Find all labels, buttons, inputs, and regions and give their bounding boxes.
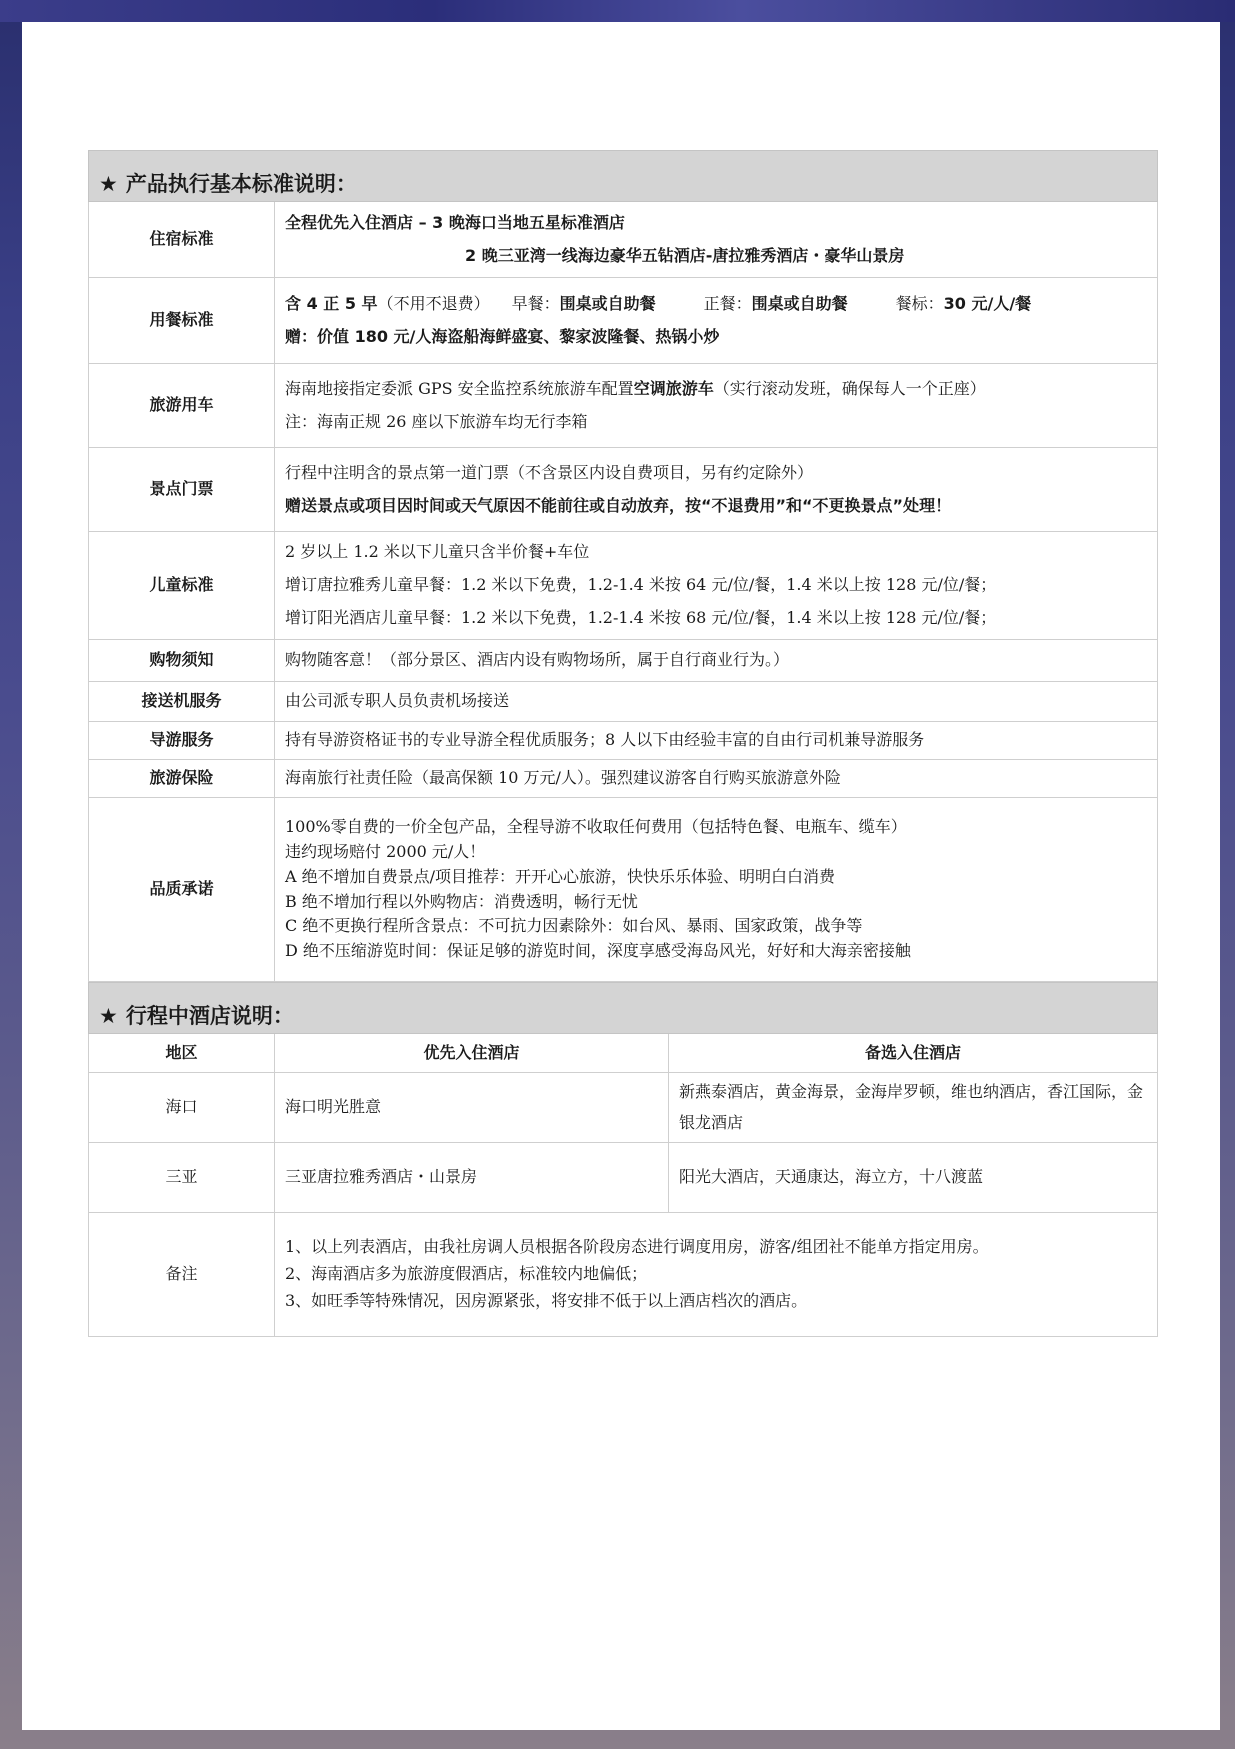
row-content	[275, 798, 1158, 982]
row-label: 接送机服务	[89, 682, 275, 722]
hotels-header-row	[89, 1034, 1158, 1073]
quality-line-1: 100%零自费的一价全包产品，全程导游不收取任何费用（包括特色餐、电瓶车、缆车）	[285, 817, 907, 837]
dinner-label: 正餐：	[703, 293, 752, 313]
row-content	[275, 202, 1158, 278]
standards-table	[88, 150, 1158, 982]
lodging-line-2: 2 晚三亚湾一线海边豪华五钻酒店-唐拉雅秀酒店・豪华山景房	[465, 245, 905, 265]
children-line-2: 增订唐拉雅秀儿童早餐：1.2 米以下免费，1.2-1.4 米按 64 元/位/餐，1.4 米以上按 128 元/位/餐；	[285, 575, 997, 595]
hotel-row-sanya	[89, 1143, 1158, 1213]
section-header-standards	[89, 151, 1158, 202]
row-tickets	[89, 448, 1158, 532]
breakfast-value: 围桌或自助餐	[559, 293, 656, 313]
notes-label: 备注	[89, 1213, 275, 1337]
row-label: 导游服务	[89, 722, 275, 760]
row-content	[275, 364, 1158, 448]
meals-count: 含 4 正 5 早	[285, 293, 378, 313]
page-border-top	[0, 0, 1235, 22]
row-label: 购物须知	[89, 640, 275, 682]
document-page	[22, 22, 1220, 1730]
hotel-region: 海口	[89, 1073, 275, 1143]
hotel-alternative: 新燕泰酒店，黄金海景，金海岸罗顿，维也纳酒店，香江国际，金银龙酒店	[669, 1073, 1158, 1143]
tickets-line-2: 赠送景点或项目因时间或天气原因不能前往或自动放弃，按“不退费用”和“不更换景点”处理！	[285, 495, 952, 515]
transport-note: （实行滚动发班，确保每人一个正座）	[713, 378, 986, 398]
row-quality	[89, 798, 1158, 982]
quality-line-4: B 绝不增加行程以外购物店：消费透明，畅行无忧	[285, 891, 638, 911]
dinner-value: 围桌或自助餐	[751, 293, 848, 313]
meal-standard-label: 餐标：	[895, 293, 944, 313]
row-label: 旅游保险	[89, 760, 275, 798]
document-content	[88, 150, 1158, 1337]
row-transport	[89, 364, 1158, 448]
row-content: 购物随客意！（部分景区、酒店内设有购物场所，属于自行商业行为。）	[275, 640, 1158, 682]
meals-no-refund: （不用不退费）	[377, 293, 490, 313]
row-content	[275, 278, 1158, 364]
transport-line-1	[285, 373, 1147, 406]
row-guide	[89, 722, 1158, 760]
row-label: 品质承诺	[89, 798, 275, 982]
row-label: 住宿标准	[89, 202, 275, 278]
note-line-2: 2、海南酒店多为旅游度假酒店，标准较内地偏低；	[285, 1264, 648, 1284]
meals-line-2: 赠：价值 180 元/人海盗船海鲜盛宴、黎家波隆餐、热锅小炒	[285, 326, 720, 346]
children-line-3: 增订阳光酒店儿童早餐：1.2 米以下免费，1.2-1.4 米按 68 元/位/餐，1.4 米以上按 128 元/位/餐；	[285, 607, 997, 627]
row-shopping	[89, 640, 1158, 682]
section-title: 行程中酒店说明：	[125, 1004, 294, 1029]
row-insurance	[89, 760, 1158, 798]
row-label: 旅游用车	[89, 364, 275, 448]
row-lodging	[89, 202, 1158, 278]
row-content: 海南旅行社责任险（最高保额 10 万元/人）。强烈建议游客自行购买旅游意外险	[275, 760, 1158, 798]
row-content	[275, 532, 1158, 640]
transport-bus: 空调旅游车	[633, 378, 714, 398]
row-label: 儿童标准	[89, 532, 275, 640]
quality-line-6: D 绝不压缩游览时间：保证足够的游览时间，深度享感受海岛风光，好好和大海亲密接触	[285, 941, 911, 961]
section-header-hotels	[89, 983, 1158, 1034]
row-content	[275, 448, 1158, 532]
quality-line-3: A 绝不增加自费景点/项目推荐：开开心心旅游，快快乐乐体验、明明白白消费	[285, 866, 836, 886]
hotel-region: 三亚	[89, 1143, 275, 1213]
lodging-line-1: 全程优先入住酒店 – 3 晚海口当地五星标准酒店	[285, 212, 625, 232]
hotel-row-haikou	[89, 1073, 1158, 1143]
star-icon: ★	[99, 1004, 118, 1029]
note-line-3: 3、如旺季等特殊情况，因房源紧张，将安排不低于以上酒店档次的酒店。	[285, 1290, 808, 1310]
star-icon: ★	[99, 172, 118, 197]
meals-line-1	[285, 288, 1147, 321]
row-children	[89, 532, 1158, 640]
hotel-notes-row	[89, 1213, 1158, 1337]
hotel-preferred: 三亚唐拉雅秀酒店・山景房	[275, 1143, 669, 1213]
breakfast-label: 早餐：	[511, 293, 560, 313]
section-title: 产品执行基本标准说明：	[125, 172, 357, 197]
row-transfer	[89, 682, 1158, 722]
meal-standard-value: 30 元/人/餐	[943, 293, 1032, 313]
quality-line-2: 违约现场赔付 2000 元/人！	[285, 841, 486, 861]
hotel-alternative: 阳光大酒店，天通康达，海立方，十八渡蓝	[669, 1143, 1158, 1213]
hotels-table	[88, 982, 1158, 1337]
hotel-preferred: 海口明光胜意	[275, 1073, 669, 1143]
note-line-1: 1、以上列表酒店，由我社房调人员根据各阶段房态进行调度用房，游客/组团社不能单方指定用房。	[285, 1237, 989, 1257]
col-header-preferred: 优先入住酒店	[275, 1034, 669, 1073]
row-label: 景点门票	[89, 448, 275, 532]
transport-text: 海南地接指定委派 GPS 安全监控系统旅游车配置	[285, 378, 634, 398]
tickets-line-1: 行程中注明含的景点第一道门票（不含景区内设自费项目，另有约定除外）	[285, 462, 814, 482]
row-meals	[89, 278, 1158, 364]
col-header-region: 地区	[89, 1034, 275, 1073]
row-label: 用餐标准	[89, 278, 275, 364]
notes-content	[275, 1213, 1158, 1337]
children-line-1: 2 岁以上 1.2 米以下儿童只含半价餐+车位	[285, 542, 590, 562]
col-header-alternative: 备选入住酒店	[669, 1034, 1158, 1073]
row-content: 由公司派专职人员负责机场接送	[275, 682, 1158, 722]
row-content: 持有导游资格证书的专业导游全程优质服务；8 人以下由经验丰富的自由行司机兼导游服务	[275, 722, 1158, 760]
transport-line-2: 注：海南正规 26 座以下旅游车均无行李箱	[285, 411, 588, 431]
quality-line-5: C 绝不更换行程所含景点：不可抗力因素除外：如台风、暴雨、国家政策，战争等	[285, 916, 863, 936]
